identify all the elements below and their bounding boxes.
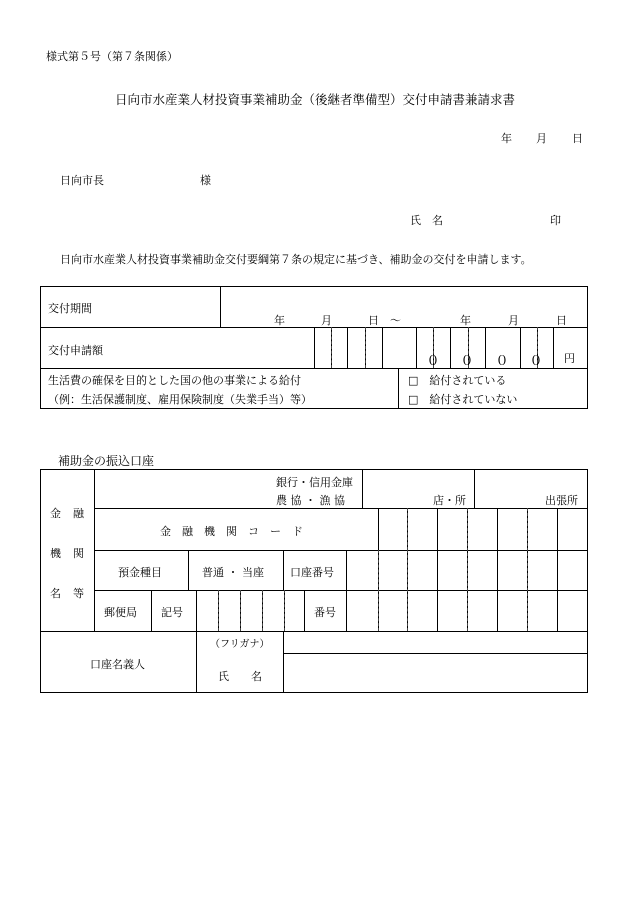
symbol-label: 記号 [161,606,183,619]
amount-digit: ０ [495,354,509,369]
period-day-end: 日 [556,314,567,327]
institution-label-char: 名 [50,587,61,600]
period-month-start: 月 [321,314,332,327]
post-office-label: 郵便局 [104,606,137,619]
deposit-types-options[interactable]: 普通 ・ 当座 [202,566,264,579]
date-month-label: 月 [536,132,547,145]
applicant-name-label: 氏 名 [410,214,443,227]
amount-label: 交付申請額 [48,344,103,357]
addressee-name: 日向市長 [60,174,104,187]
period-label: 交付期間 [48,302,92,315]
period-month-end: 月 [508,314,519,327]
option-not-receiving-checkbox[interactable]: □ 給付されていない [408,393,518,406]
account-holder-label: 口座名義人 [90,658,145,671]
coop-types-label: 農 協 ・ 漁 協 [276,494,345,507]
number-label: 番号 [314,606,336,619]
seal-mark: 印 [550,214,561,227]
intro-text: 日向市水産業人材投資事業補助金交付要綱第７条の規定に基づき、補助金の交付を申請します。 [60,253,532,266]
amount-digit: ０ [529,354,543,369]
sub-branch-label: 出張所 [545,494,578,507]
period-tilde: ～ [390,314,401,327]
deposit-type-label: 預金種目 [118,566,162,579]
other-benefit-example: （例：生活保護制度、雇用保険制度（失業手当）等） [48,393,312,406]
institution-label-char: 関 [73,547,84,560]
account-number-label: 口座番号 [290,566,334,579]
amount-unit: 円 [564,352,575,365]
option-receiving-checkbox[interactable]: □ 給付されている [408,374,507,387]
addressee-honorific: 様 [200,174,211,187]
amount-digit: ０ [426,354,440,369]
bank-section-title: 補助金の振込口座 [58,454,155,468]
period-year-end: 年 [460,314,471,327]
date-year-label: 年 [501,132,512,145]
holder-name-label: 氏 名 [218,670,262,683]
institution-label-char: 機 [50,547,61,560]
form-number: 様式第５号（第７条関係） [46,50,178,63]
period-year-start: 年 [274,314,285,327]
institution-label-char: 等 [73,587,84,600]
institution-label-char: 融 [73,507,84,520]
institution-code-label: 金 融 機 関 コ ー ド [160,525,303,538]
document-title: 日向市水産業人材投資事業補助金（後継者準備型）交付申請書兼請求書 [114,92,515,107]
institution-label-char: 金 [50,507,61,520]
bank-types-label: 銀行・信用金庫 [276,476,353,489]
period-day-start: 日 [368,314,379,327]
branch-label: 店・所 [433,494,466,507]
other-benefit-label: 生活費の確保を目的とした国の他の事業による給付 [48,374,301,387]
amount-digit: ０ [460,354,474,369]
furigana-label: （フリガナ） [210,639,270,650]
date-day-label: 日 [572,132,583,145]
